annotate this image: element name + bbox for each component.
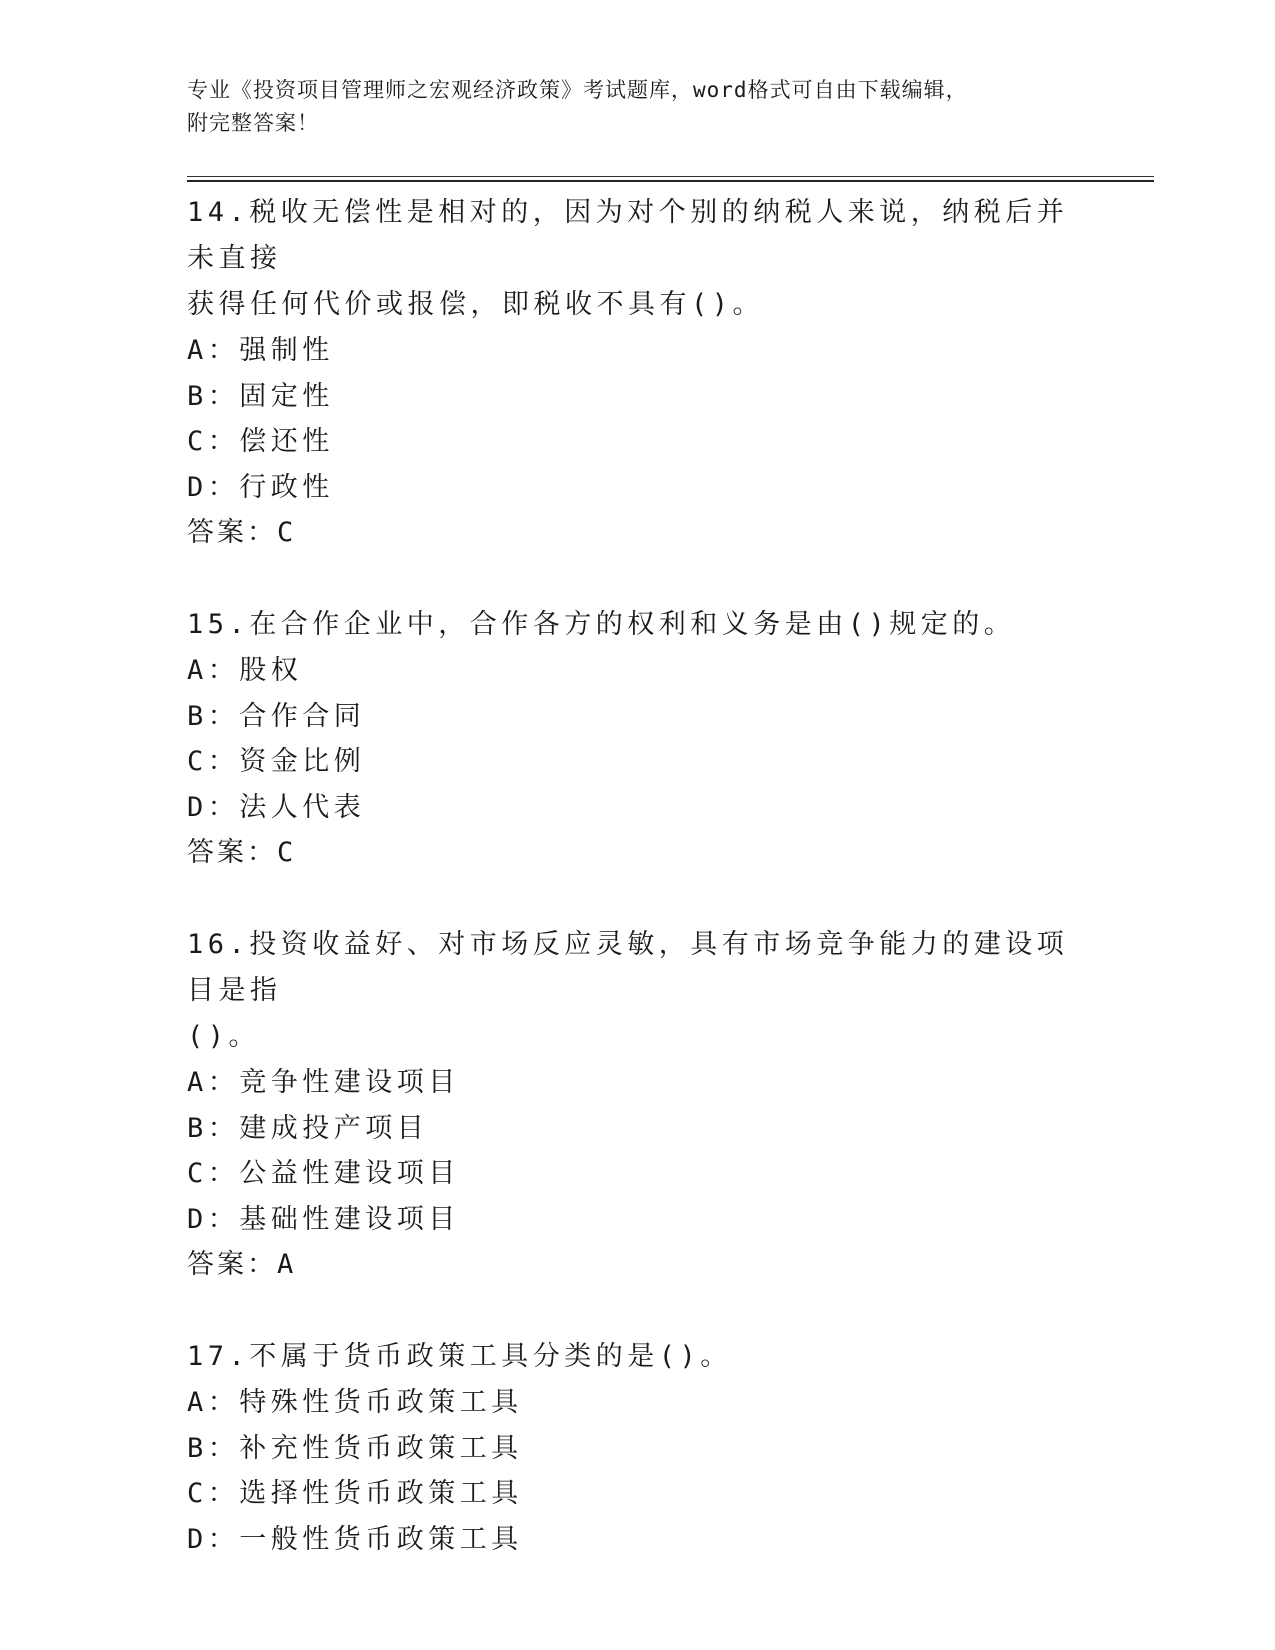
question-spacer: [187, 1288, 1087, 1334]
answer: 答案：C: [187, 517, 297, 548]
option-c: C：偿还性: [187, 426, 334, 457]
header-line-2: 附完整答案！: [187, 111, 319, 135]
option-b: B：合作合同: [187, 700, 366, 732]
option-a: A：强制性: [187, 335, 334, 366]
question-14: [187, 190, 1087, 556]
option-c: C：公益性建设项目: [187, 1158, 460, 1189]
answer: 答案：C: [187, 837, 297, 868]
option-d: D：行政性: [187, 471, 334, 503]
option-b: B：建成投产项目: [187, 1112, 429, 1144]
question-stem: 15.在合作企业中，合作各方的权利和义务是由()规定的。: [187, 609, 1016, 640]
option-b: B：固定性: [187, 380, 334, 412]
option-a: A：特殊性货币政策工具: [187, 1387, 523, 1418]
question-stem-continued: ()。: [187, 1021, 261, 1052]
question-stem: 17.不属于货币政策工具分类的是()。: [187, 1341, 732, 1372]
question-16: [187, 922, 1087, 1288]
question-stem: 14.税收无偿性是相对的，因为对个别的纳税人来说，纳税后并未直接: [187, 197, 1069, 274]
option-a: A：竞争性建设项目: [187, 1067, 460, 1098]
question-spacer: [187, 876, 1087, 922]
question-stem-continued: 获得任何代价或报偿，即税收不具有()。: [187, 289, 765, 320]
header-line-1: 专业《投资项目管理师之宏观经济政策》考试题库，word格式可自由下载编辑，: [187, 78, 968, 102]
option-d: D：基础性建设项目: [187, 1203, 460, 1235]
option-a: A：股权: [187, 655, 303, 686]
question-15: [187, 602, 1087, 876]
header-divider-thin: [187, 176, 1154, 177]
option-c: C：选择性货币政策工具: [187, 1478, 523, 1509]
option-b: B：补充性货币政策工具: [187, 1432, 523, 1464]
header-divider-thick: [187, 180, 1154, 182]
question-spacer: [187, 556, 1087, 602]
option-c: C：资金比例: [187, 746, 366, 777]
document-header: [187, 74, 1087, 140]
question-list: [187, 190, 1087, 1562]
option-d: D：一般性货币政策工具: [187, 1523, 523, 1555]
option-d: D：法人代表: [187, 791, 366, 823]
answer: 答案：A: [187, 1249, 297, 1280]
question-stem: 16.投资收益好、对市场反应灵敏，具有市场竞争能力的建设项目是指: [187, 929, 1069, 1006]
question-17: [187, 1334, 1087, 1562]
